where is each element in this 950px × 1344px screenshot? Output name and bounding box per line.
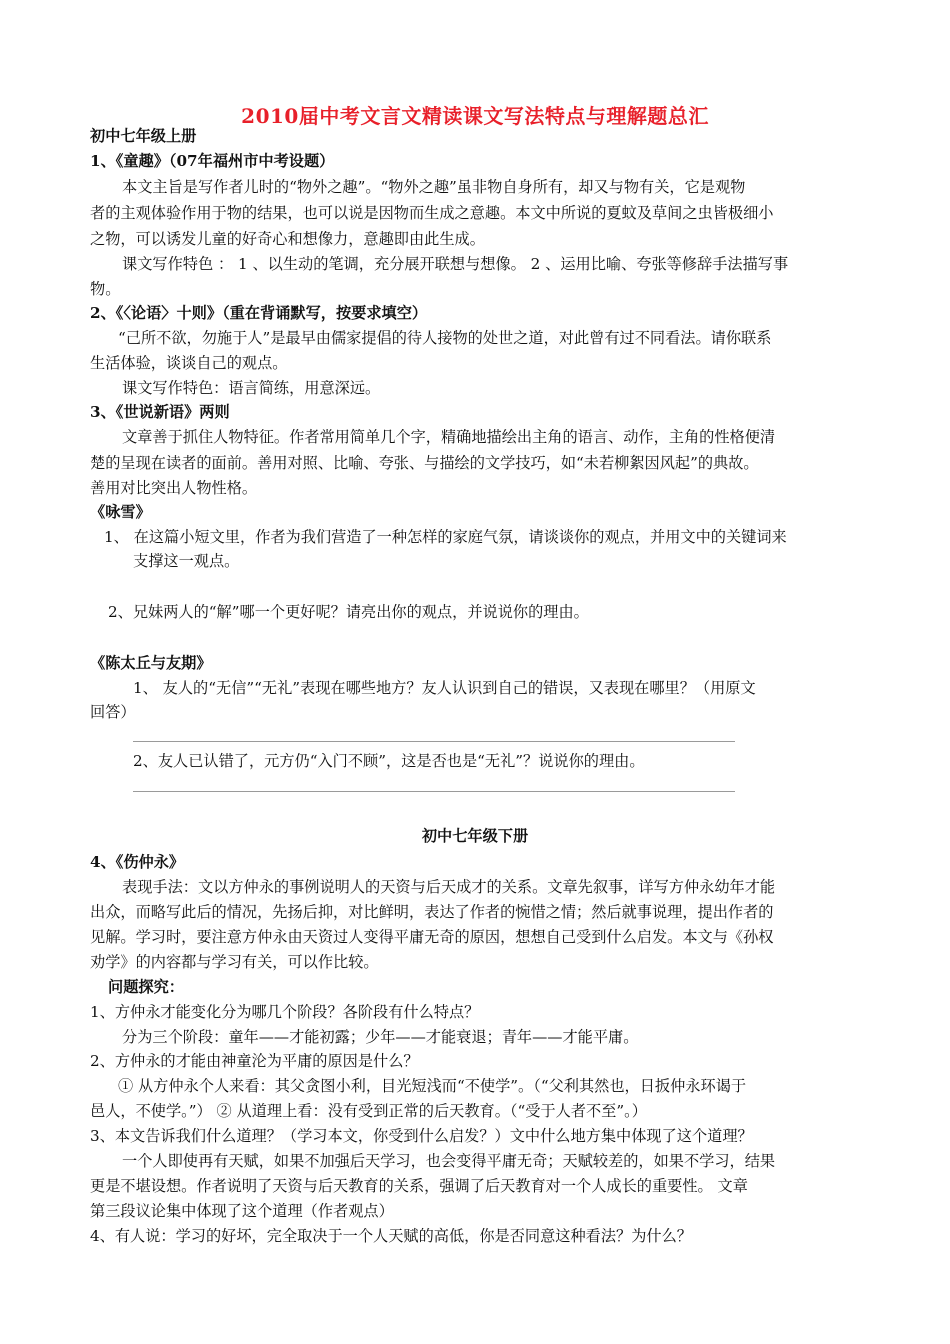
section-heading: 初中七年级下册: [421, 827, 529, 845]
paragraph-line: 文章善于抓住人物特征。作者常用简单几个字，精确地描绘出主角的语言、动作，主角的性格便清: [122, 428, 776, 446]
section-heading: 初中七年级上册: [90, 127, 197, 145]
paragraph-line: 课文写作特色 ： 1 、以生动的笔调，充分展开联想与想像。 2 、运用比喻、夸张等修辞手法描写事: [122, 255, 789, 273]
paragraph-line: 物。: [90, 280, 121, 298]
lesson-heading: 4、《伤仲永》: [90, 853, 185, 871]
paragraph-line: 见解。学习时，要注意方仲永由天资过人变得平庸无奇的原因，想想自己受到什么启发。本文与《孙权: [90, 928, 774, 946]
paragraph-line: 之物，可以诱发儿童的好奇心和想像力，意趣即由此生成。: [90, 230, 485, 248]
paragraph-line: 出众，而略写此后的情况，先扬后抑，对比鲜明，表达了作者的惋惜之情；然后就事说理，提出作者的: [90, 903, 774, 921]
answer-line: [133, 741, 735, 742]
paragraph-line: 生活体验，谈谈自己的观点。: [90, 354, 288, 372]
question-line: 回答）: [90, 703, 136, 721]
paragraph-line: 本文主旨是写作者儿时的“物外之趣”。“物外之趣”虽非物自身所有，却又与物有关，它是观物: [122, 178, 746, 196]
paragraph-line: 课文写作特色：语言简练，用意深远。: [122, 379, 381, 397]
question-line: 3、本文告诉我们什么道理？（学习本文，你受到什么启发？）文中什么地方集中体现了这个道理？: [90, 1127, 753, 1145]
answer-line-text: 邑人，不使学。”） ② 从道理上看：没有受到正常的后天教育。（“受于人者不至”。）: [90, 1102, 647, 1120]
answer-line: [133, 791, 735, 792]
lesson-heading: 1、《童趣》（07年福州市中考设题）: [90, 152, 335, 170]
sub-heading: 问题探究：: [108, 978, 184, 996]
paragraph-line: 者的主观体验作用于物的结果，也可以说是因物而生成之意趣。本文中所说的夏蚊及草间之虫皆极细小: [90, 204, 774, 222]
sub-lesson-heading: 《咏雪》: [90, 503, 151, 521]
lesson-heading: 3、《世说新语》两则: [90, 403, 230, 421]
question-line: 2、友人已认错了，元方仍“入门不顾”，这是否也是“无礼”？说说你的理由。: [133, 752, 645, 770]
question-line: 4、有人说：学习的好坏，完全取决于一个人天赋的高低，你是否同意这种看法？为什么？: [90, 1227, 692, 1245]
paragraph-line: 善用对比突出人物性格。: [90, 479, 258, 497]
paragraph-line: 劝学》的内容都与学习有关，可以作比较。: [90, 953, 379, 971]
question-line: 1、方仲永才能变化分为哪几个阶段？各阶段有什么特点？: [90, 1003, 480, 1021]
lesson-heading: 2、《〈论语〉十则》（重在背诵默写，按要求填空）: [90, 304, 428, 322]
answer-line-text: ① 从方仲永个人来看：其父贪图小利，目光短浅而“不使学”。（“父利其然也，日扳仲永环谒于: [118, 1077, 747, 1095]
answer-line-text: 第三段议论集中体现了这个道理（作者观点）: [90, 1202, 394, 1220]
answer-line-text: 更是不堪设想。作者说明了天资与后天教育的关系，强调了后天教育对一个人成长的重要性。 文章: [90, 1177, 748, 1195]
paragraph-line: 表现手法：文以方仲永的事例说明人的天资与后天成才的关系。文章先叙事，详写方仲永幼年才能: [122, 878, 776, 896]
answer-line-text: 分为三个阶段：童年——才能初露；少年——才能衰退；青年——才能平庸。: [122, 1028, 639, 1046]
document-title: 2010届中考文言文精读课文写法特点与理解题总汇: [241, 104, 709, 128]
question-line: 1、 友人的“无信”“无礼”表现在哪些地方？友人认识到自己的错误，又表现在哪里？（用原文: [133, 679, 756, 697]
paragraph-line: “己所不欲，勿施于人”是最早由儒家提倡的待人接物的处世之道，对此曾有过不同看法。请你联系: [118, 329, 772, 347]
question-line: 支撑这一观点。: [133, 552, 240, 570]
question-line: 1、 在这篇小短文里，作者为我们营造了一种怎样的家庭气氛，请谈谈你的观点，并用文中的关键词来: [104, 528, 787, 546]
answer-line-text: 一个人即使再有天赋，如果不加强后天学习，也会变得平庸无奇；天赋较差的，如果不学习，结果: [122, 1152, 776, 1170]
question-line: 2、兄妹两人的“解”哪一个更好呢？请亮出你的观点，并说说你的理由。: [108, 603, 589, 621]
paragraph-line: 楚的呈现在读者的面前。善用对照、比喻、夸张、与描绘的文学技巧，如“未若柳絮因风起”的典故。: [90, 454, 759, 472]
question-line: 2、方仲永的才能由神童沦为平庸的原因是什么？: [90, 1052, 419, 1070]
sub-lesson-heading: 《陈太丘与友期》: [90, 654, 212, 672]
